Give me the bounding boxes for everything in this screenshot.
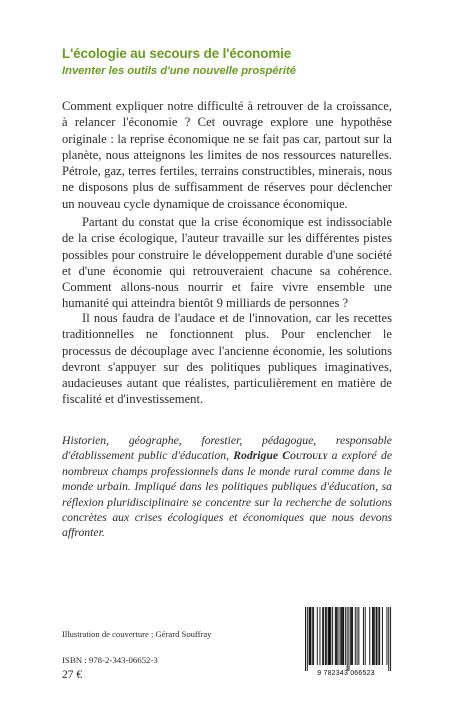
blurb-paragraph-3: Il nous faudra de l'audace et de l'innovation, car les recettes traditionnelles ne fonctionnent plus. Pour enclencher le processus de découplage avec l'ancienne économie, les solutions devront s'appuyer sur des politiques publiques imaginatives, audacieuses autant que réalistes, particulièrement en matière de fiscalité et d'investissement. [62, 311, 392, 407]
barcode-bar [363, 607, 364, 665]
barcode-bar [347, 607, 348, 671]
blurb-paragraph-2: Partant du constat que la crise économique est indissociable de la crise écologique, l'auteur travaille sur les différentes pistes possibles pour construire le développement durable d'une société et d'une économie qui retrouveraient chacune sa cohérence. Comment allons-nous nourrir et faire vivre ensemble une humanité qui atteindra bientôt 9 milliards de personnes ? [62, 215, 392, 311]
barcode-bar [323, 607, 324, 665]
barcode-digits: 9 782343 066523 [317, 670, 375, 677]
barcode-bar [373, 607, 374, 665]
book-subtitle: Inventer les outils d'une nouvelle prospérité [62, 65, 296, 77]
price: 27 € [62, 669, 83, 681]
barcode-bar [345, 607, 346, 665]
barcode-bar [386, 607, 387, 665]
barcode-bar [358, 607, 359, 665]
author-last-name: Coutouly [282, 449, 328, 463]
barcode-bar [305, 607, 306, 671]
barcode-bar [337, 607, 338, 665]
barcode-bar [312, 607, 313, 665]
barcode-bar [388, 607, 389, 671]
barcode-bar [352, 607, 353, 665]
barcode-bar [329, 607, 330, 665]
barcode-bar [376, 607, 377, 665]
barcode-bar [332, 607, 333, 665]
barcode-bar [378, 607, 379, 665]
barcode-bar [325, 607, 326, 665]
barcode-bar [340, 607, 341, 665]
barcode-bar [322, 607, 323, 665]
barcode-graphic [297, 607, 395, 671]
barcode-bar [330, 607, 331, 665]
barcode-bar [326, 607, 327, 665]
barcode-bar [336, 607, 337, 665]
barcode-bar [328, 607, 329, 665]
barcode-bar [310, 607, 311, 665]
barcode-bar [379, 607, 380, 665]
blurb-paragraph-1: Comment expliquer notre difficulté à retrouver de la croissance, à relancer l'économie ? Cet ouvrage explore une hypothèse originale : la reprise économique ne se fait pas car, partout sur la planète, nous atteignons les limites de nos ressources naturelles. Pétrole, gaz, terres fertiles, terrains constructibles, minerais, nous ne disposons plus de suffisamment de réserves pour déclencher un nouveau cycle dynamique de croissance économique. [62, 99, 392, 211]
barcode-bar [369, 607, 370, 665]
barcode-bar [319, 607, 320, 665]
barcode-bar [342, 607, 343, 665]
barcode-bar [377, 607, 378, 665]
barcode-block [297, 607, 395, 679]
barcode-bar [348, 607, 349, 671]
barcode-bar [338, 607, 339, 665]
barcode-bar [341, 607, 342, 665]
barcode-bar [307, 607, 308, 671]
bio-rest: a exploré de nombreux champs professionnels dans le monde rural comme dans le monde urbain. Impliqué dans les politiques publiques d'éducation, sa réflexion pluridisciplinaire se concentre sur la recherche de solutions concrètes aux crises écologiques et économiques que nous devons affronter. [62, 449, 393, 540]
book-title: L'écologie au secours de l'économie [62, 46, 292, 61]
barcode-bar [343, 607, 344, 665]
barcode-bar [365, 607, 366, 665]
barcode-bar [390, 607, 391, 671]
barcode-bar [310, 607, 311, 665]
author-first-name: Rodrigue [233, 449, 283, 463]
author-bio [62, 433, 392, 541]
barcode-bar [355, 607, 356, 665]
barcode-bar [350, 607, 351, 665]
barcode-bar [351, 607, 352, 665]
barcode-bar [372, 607, 373, 665]
illustration-credit: Illustration de couverture : Gérard Souffray [62, 629, 212, 639]
barcode-bar [313, 607, 314, 665]
barcode-bar [335, 607, 336, 665]
isbn: ISBN : 978-2-343-06652-3 [62, 655, 158, 665]
bio-intro: Historien, géographe, forestier, pédagogue, responsable d'établissement public d'éducation, [62, 434, 392, 463]
barcode-bar [382, 607, 383, 665]
barcode-bar [329, 607, 330, 665]
barcode-bar [357, 607, 358, 665]
barcode-bar [374, 607, 375, 665]
barcode-bar [317, 607, 318, 665]
barcode-bar [309, 607, 310, 665]
